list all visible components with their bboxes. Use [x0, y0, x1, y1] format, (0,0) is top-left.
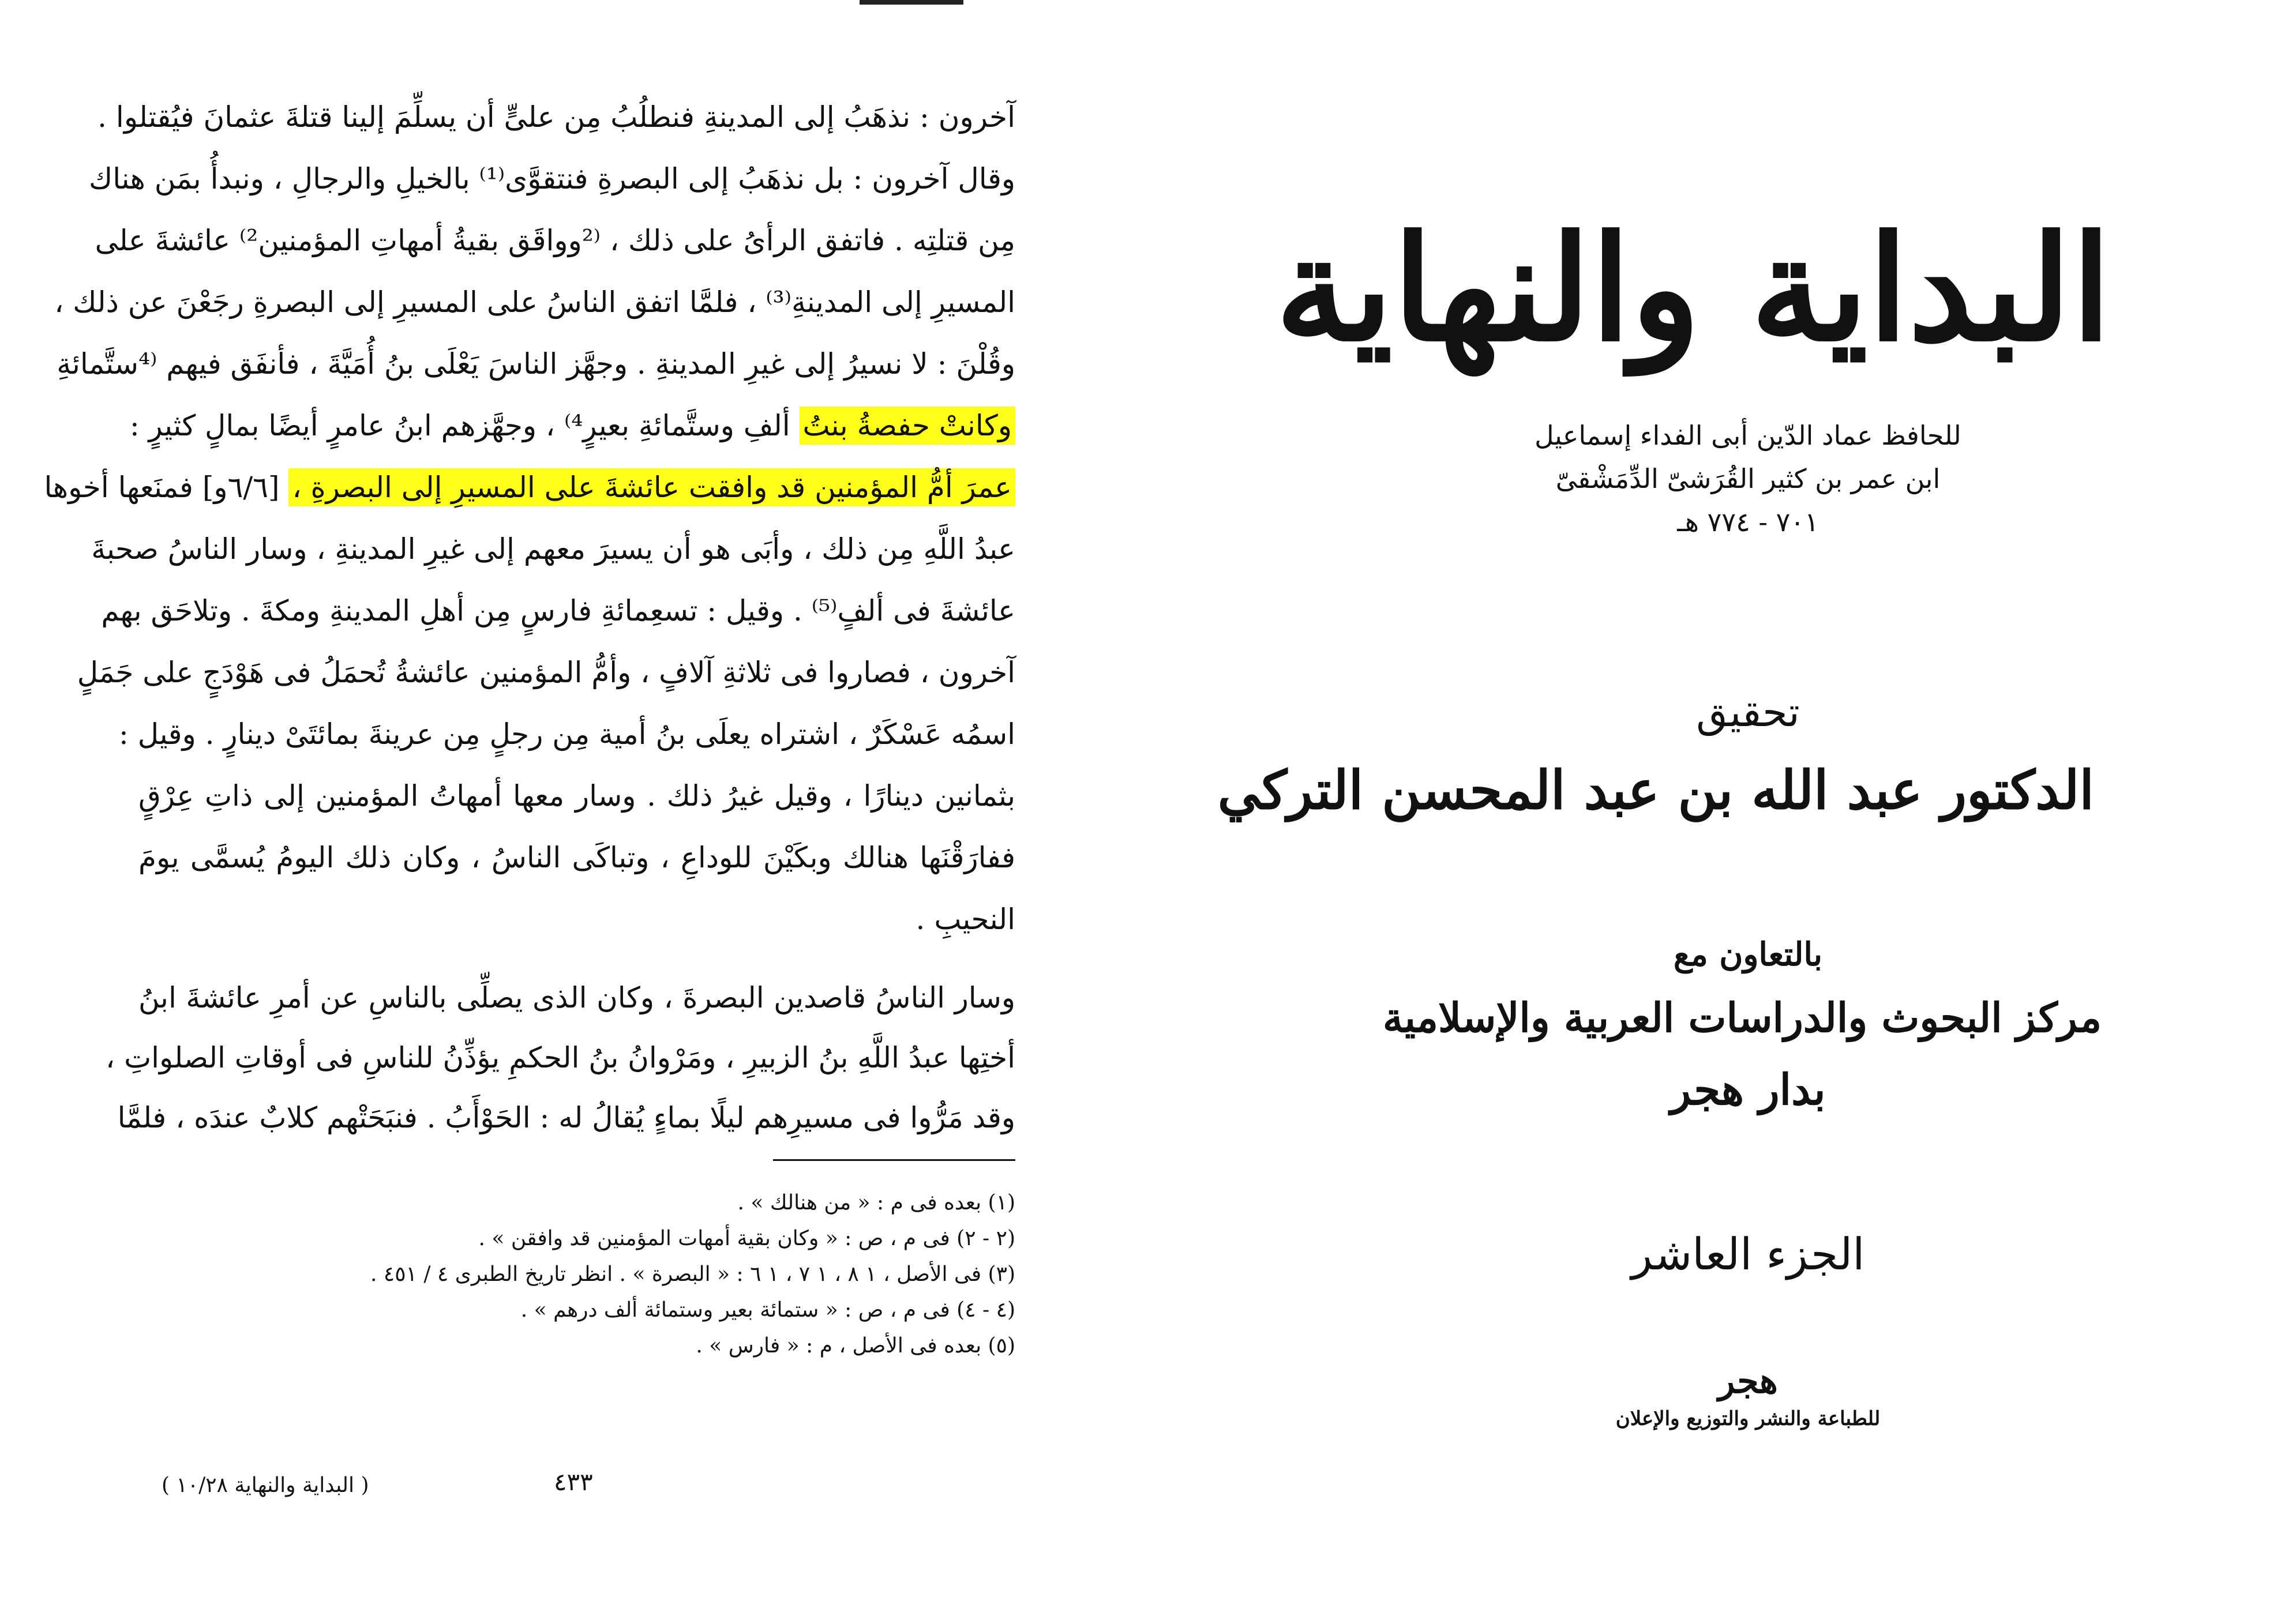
author-dates: ٧٠١ - ٧٧٤ هـ [1677, 506, 1819, 537]
text-page [44, 87, 1015, 1586]
text-line [44, 457, 1015, 518]
footnote: (٣) فى الأصل ، ١ ٨ ، ١ ٧ ، ١ ٦ : « البصرة » . انظر تاريخ الطبرى ٤ / ٤٥١ . [370, 1262, 1015, 1286]
footnote-divider [773, 1159, 1015, 1161]
text-line: آخرون ، فصاروا فى ثلاثةِ آلافٍ ، وأمُّ المؤمنين عائشةُ تُحمَلُ فى هَوْدَجٍ على جَمَلٍ [77, 656, 1015, 689]
text-line: وسار الناسُ قاصدين البصرةَ ، وكان الذى يصلِّى بالناسِ عن أمرِ عائشةَ ابنُ [138, 981, 1015, 1014]
footnote: (١) بعده فى م : « من هنالك » . [737, 1191, 1015, 1215]
author-line: للحافظ عماد الدّين أبى الفداء إسماعيل [1535, 420, 1961, 451]
footnote: (٥) بعده فى الأصل ، م : « فارس » . [696, 1334, 1015, 1358]
text-line: اسمُه عَسْكَرٌ ، اشتراه يعلَى بنُ أمية مِن رجلٍ مِن عرينةَ بمائتَىْ دينارٍ . وقيل : [118, 717, 1015, 751]
text-line: عبدُ اللَّهِ مِن ذلك ، وأبَى هو أن يسيرَ معهم إلى غيرِ المدينةِ ، وسار الناسُ صحبةَ [91, 532, 1015, 566]
text-line: أختِها عبدُ اللَّهِ بنُ الزبيرِ ، ومَرْوانُ بنُ الحكمِ يؤذِّنُ للناسِ فى أوقاتِ الصلواتِ ، [106, 1041, 1015, 1074]
text-line [129, 395, 1015, 457]
footnote: (٤ - ٤) فى م ، ص : « ستمائة بعير وستمائة ألف درهم » . [520, 1298, 1015, 1322]
text-line: بثمانين دينارًا ، وقيل غيرُ ذلك . وسار معها أمهاتُ المؤمنين إلى ذاتِ عِرْقٍ [138, 779, 1015, 813]
body-text [44, 87, 1015, 1148]
research-center-name: مركز البحوث والدراسات العربية والإسلامية [1382, 994, 2102, 1042]
text-line: وقُلْنَ : لا نسيرُ إلى غيرِ المدينةِ . وجهَّز الناسَ يَعْلَى بنُ أُمَيَّةَ ، فأنفَق فيهم ⁽⁴ستَّمائةِ [57, 347, 1015, 381]
page-footer [138, 1468, 1015, 1508]
text-line: مِن قتلتِه . فاتفق الرأىُ على ذلك ، ⁽²وواقَق بقيةُ أمهاتِ المؤمنين²⁾ عائشةَ على [95, 224, 1015, 257]
text-line: وقال آخرون : بل نذهَبُ إلى البصرةِ فنتقوَّى⁽¹⁾ بالخيلِ والرجالِ ، ونبدأُ بمَن هناك [89, 162, 1015, 196]
author-lineage: ابن عمر بن كثير القُرَشىّ الدِّمَشْقىّ [1555, 463, 1941, 494]
text-segment: ألفِ وستَّمائةِ بعيرٍ⁴⁾ ، وجهَّزهم ابنُ عامرٍ أيضًا بمالٍ كثيرٍ : [129, 409, 790, 442]
text-segment: [٦/٦و] فمنَعها أخوها [44, 471, 280, 504]
text-line: عائشةَ فى ألفٍ⁽⁵⁾ . وقيل : تسعِمائةِ فارسٍ مِن أهلِ المدينةِ ومكةَ . وتلاحَق بهم [101, 594, 1015, 627]
text-line: النحيبِ . [916, 903, 1015, 936]
text-line: وقد مَرُّوا فى مسيرِهم ليلًا بماءٍ يُقالُ له : الحَوْأَبُ . فنبَحَتْهم كلابٌ عندَه ، فلمَّا [117, 1101, 1015, 1134]
footnotes [138, 1185, 1015, 1364]
publisher-logo-text: هجر [1718, 1361, 1778, 1401]
text-line: ففارَقْنَها هنالك وبكَيْنَ للوداعِ ، وتباكَى الناسُ ، وكان ذلك اليومُ يُسمَّى يومَ [138, 841, 1015, 874]
publisher-tagline: للطباعة والنشر والتوزيع والإعلان [1615, 1407, 1881, 1430]
volume-reference: ( البداية والنهاية ١٠/٢٨ ) [162, 1474, 369, 1497]
footnote: (٢ - ٢) فى م ، ص : « وكان بقية أمهات المؤمنين قد وافقن » . [478, 1227, 1015, 1250]
text-line: المسيرِ إلى المدينةِ⁽³⁾ ، فلمَّا اتفق الناسُ على المسيرِ إلى البصرةِ رجَعْنَ عن ذلك ، [54, 285, 1015, 319]
volume-label: الجزء العاشر [1631, 1228, 1865, 1280]
text-line: آخرون : نذهَبُ إلى المدينةِ فنطلُبُ مِن علىٍّ أن يسلِّمَ إلينا قتلةَ عثمانَ فيُقتلوا . [97, 100, 1015, 134]
scan-edge-mark [860, 0, 963, 5]
book-title: البداية والنهاية [1275, 204, 2111, 373]
highlighted-text: عمرَ أمُّ المؤمنين قد وافقت عائشةَ على المسيرِ إلى البصرةِ ، [288, 468, 1015, 506]
editor-name: الدكتور عبد الله بن عبد المحسن التركي [1217, 759, 2094, 821]
highlighted-text: وكانتْ حفصةُ بنتُ [800, 407, 1015, 445]
research-center-location: بدار هجر [1670, 1065, 1826, 1115]
tahqiq-label: تحقيق [1696, 689, 1800, 736]
cooperation-label: بالتعاون مع [1673, 935, 1823, 973]
page-number: ٤٣٣ [554, 1468, 593, 1496]
title-page [1217, 173, 2169, 1569]
